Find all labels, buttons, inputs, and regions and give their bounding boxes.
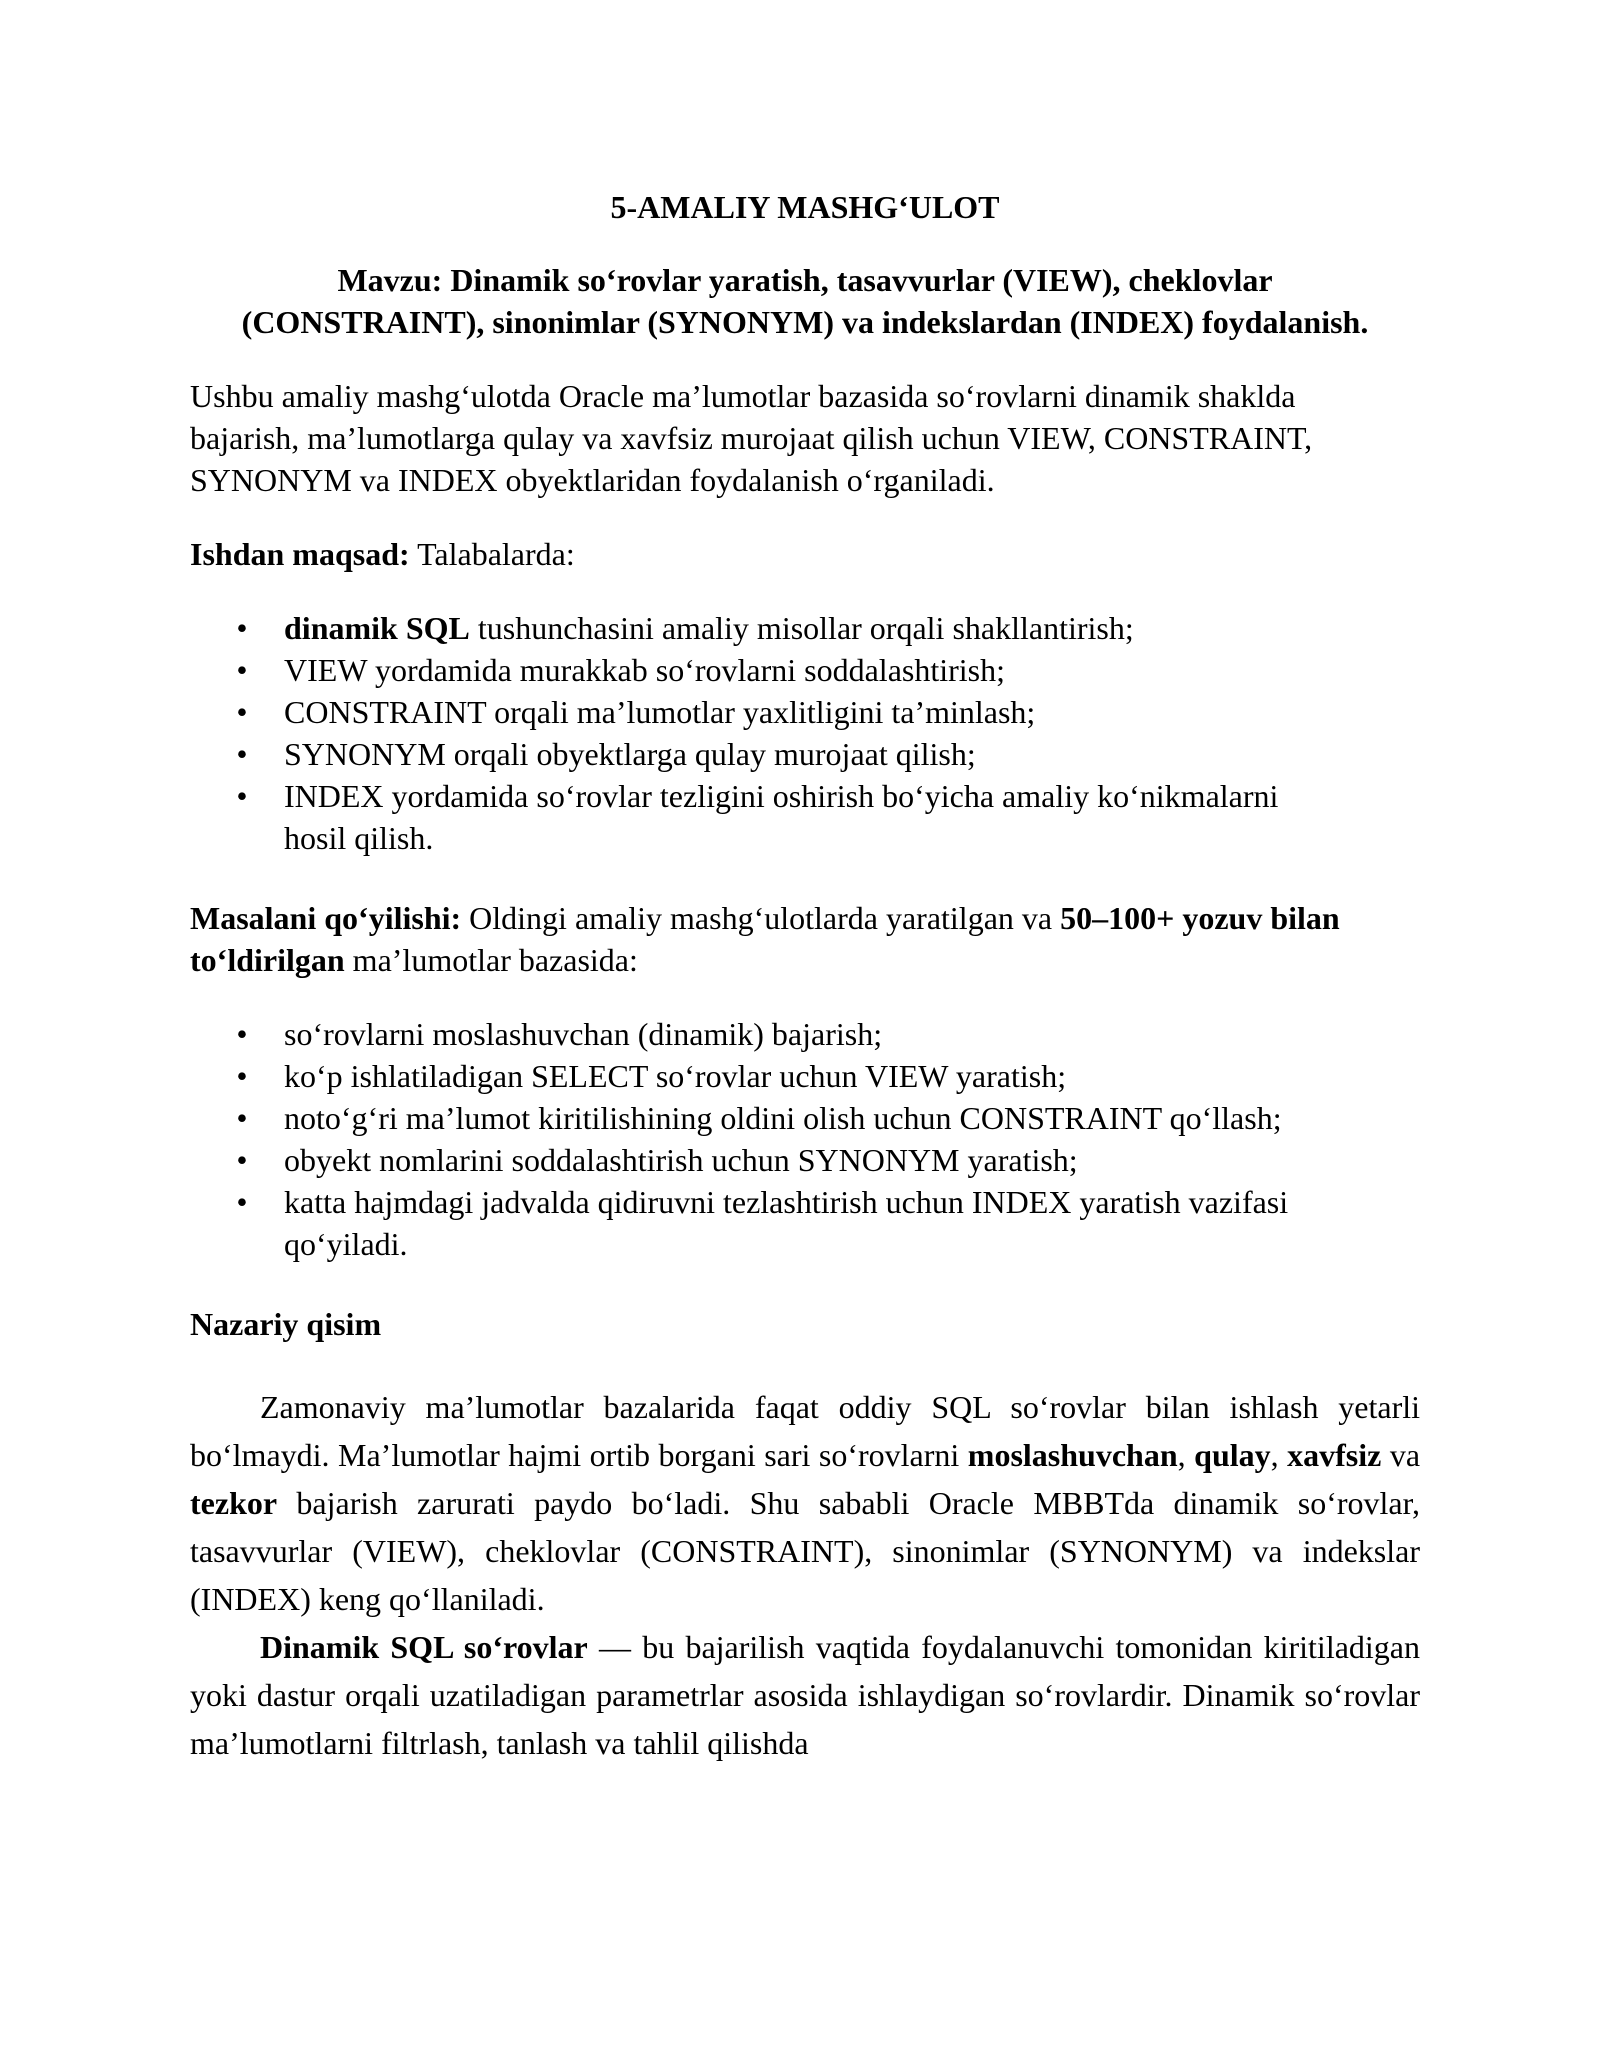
goal-paragraph [190,533,1420,575]
task-text-end: ma’lumotlar bazasida: [344,942,638,978]
task-text: Oldingi amaliy mashg‘ulotlarda yaratilgan va [461,900,1061,936]
list-item [190,1055,1420,1097]
list-item [190,1013,1420,1055]
document-title: 5-AMALIY MASHG‘ULOT [610,189,1000,225]
task-list [190,1013,1420,1265]
task-label: Masalani qo‘yilishi: [190,900,462,936]
task-paragraph [190,897,1420,981]
list-item [190,733,1420,775]
bullet-icon: • [236,694,248,730]
task-bold: 50–100+ yozuv bilan to‘ldirilgan [190,900,1340,978]
goal-list [190,607,1420,859]
list-item-text: CONSTRAINT orqali ma’lumotlar yaxlitligini ta’minlash; [284,694,1036,730]
theory-text: Zamonaviy ma’lumotlar bazalarida faqat oddiy SQL so‘rovlar bilan ishlash yetarli bo‘lmaydi. Ma’lumotlar hajmi ortib borgani sari so‘rovlarni [190,1389,1420,1473]
list-item-text: ko‘p ishlatiladigan SELECT so‘rovlar uchun VIEW yaratish; [284,1058,1067,1094]
bullet-icon: • [236,778,248,814]
theory-paragraph-1 [190,1383,1420,1623]
list-item [190,1139,1420,1181]
list-item [190,649,1420,691]
theory-paragraph-2 [190,1623,1420,1767]
bullet-icon: • [236,1142,248,1178]
goal-label: Ishdan maqsad: [190,536,410,572]
theory-text: , [1270,1437,1288,1473]
bullet-icon: • [236,736,248,772]
list-item-text: obyekt nomlarini soddalashtirish uchun SYNONYM yaratish; [284,1142,1078,1178]
document-content [190,186,1420,1767]
bullet-icon: • [236,610,248,646]
bullet-icon: • [236,652,248,688]
list-item-text: VIEW yordamida murakkab so‘rovlarni soddalashtirish; [284,652,1006,688]
theory-bold: tezkor [190,1485,278,1521]
list-item [190,775,1420,859]
bullet-icon: • [236,1184,248,1220]
theory-text: , [1177,1437,1195,1473]
theory-text: va [1381,1437,1421,1473]
list-item-bold: dinamik SQL [284,610,470,646]
bullet-icon: • [236,1058,248,1094]
theory-bold: qulay [1194,1437,1271,1473]
theory-bold: moslashuvchan [967,1437,1178,1473]
theory-bold: xavfsiz [1287,1437,1382,1473]
bullet-icon: • [236,1100,248,1136]
list-item-text: SYNONYM orqali obyektlarga qulay murojaat qilish; [284,736,976,772]
list-item-text: noto‘g‘ri ma’lumot kiritilishining oldini olish uchun CONSTRAINT qo‘llash; [284,1100,1282,1136]
list-item-text: tushunchasini amaliy misollar orqali shakllantirish; [469,610,1134,646]
list-item-text: INDEX yordamida so‘rovlar tezligini oshirish bo‘yicha amaliy ko‘nikmalarni hosil qilish. [284,778,1279,856]
intro-paragraph: Ushbu amaliy mashg‘ulotda Oracle ma’lumotlar bazasida so‘rovlarni dinamik shaklda bajarish, ma’lumotlarga qulay va xavfsiz murojaat qilish uchun VIEW, CONSTRAINT, SYNONYM va INDEX obyektlaridan foydalanish o‘rganiladi. [190,378,1313,498]
theory-text: bajarish zarurati paydo bo‘ladi. Shu sababli Oracle MBBTda dinamik so‘rovlar, tasavvurlar (VIEW), cheklovlar (CONSTRAINT), sinonimlar (SYNONYM) va indekslar (INDEX) keng qo‘llaniladi. [190,1485,1420,1617]
theory-heading: Nazariy qisim [190,1306,382,1342]
theory-text: — bu bajarilish vaqtida foydalanuvchi tomonidan kiritiladigan yoki dastur orqali uzatiladigan parametrlar asosida ishlaydigan so‘rovlardir. Dinamik so‘rovlar ma’lumotlarni filtrlash, tanlash va tahlil qilishda [190,1629,1421,1761]
list-item-text: so‘rovlarni moslashuvchan (dinamik) bajarish; [284,1016,883,1052]
list-item [190,1097,1420,1139]
goal-text: Talabalarda: [409,536,575,572]
bullet-icon: • [236,1016,248,1052]
list-item [190,1181,1420,1265]
list-item [190,691,1420,733]
theory-bold: Dinamik SQL so‘rovlar [260,1629,588,1665]
list-item-text: katta hajmdagi jadvalda qidiruvni tezlashtirish uchun INDEX yaratish vazifasi qo‘yiladi. [284,1184,1289,1262]
list-item [190,607,1420,649]
topic-heading: Mavzu: Dinamik so‘rovlar yaratish, tasavvurlar (VIEW), cheklovlar (CONSTRAINT), sinonimlar (SYNONYM) va indekslardan (INDEX) foydalanish. [241,262,1369,340]
